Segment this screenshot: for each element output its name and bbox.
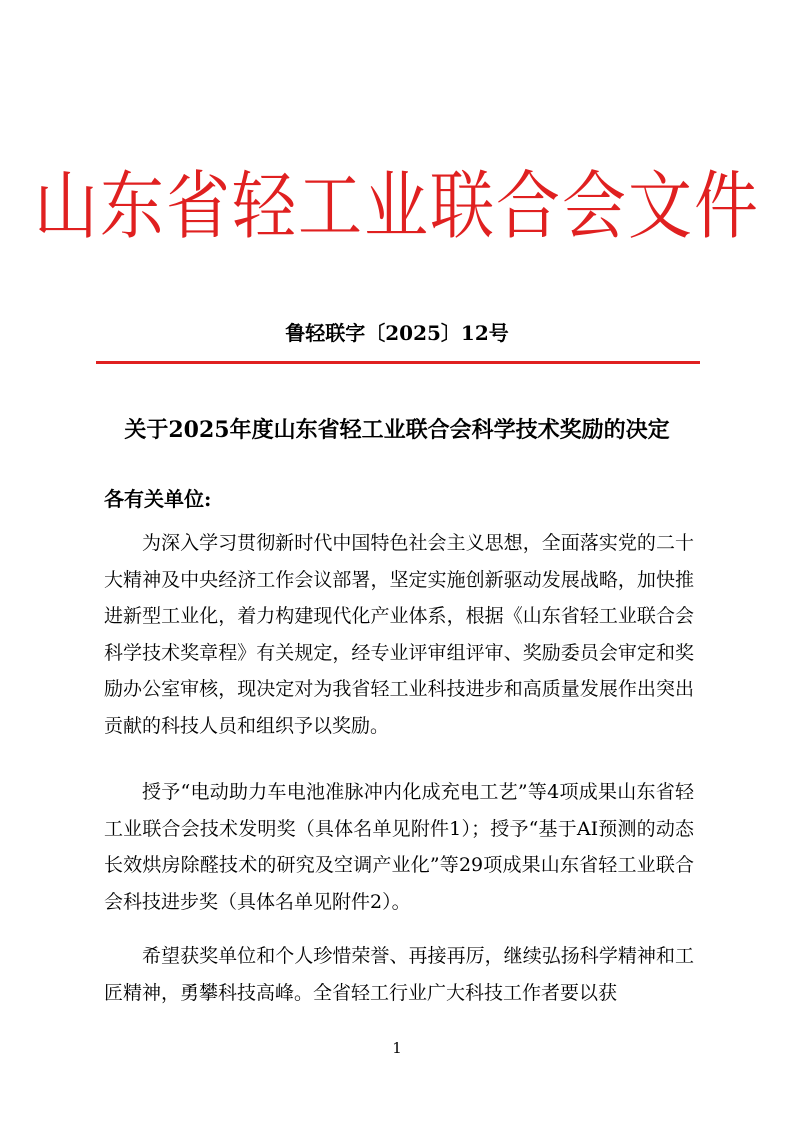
body-paragraph: 希望获奖单位和个人珍惜荣誉、再接再厉，继续弘扬科学精神和工匠精神，勇攀科技高峰。全省轻工行业广大科技工作者要以获 (104, 945, 694, 1004)
body-paragraph: 为深入学习贯彻新时代中国特色社会主义思想，全面落实党的二十大精神及中央经济工作会议部署，坚定实施创新驱动发展战略，加快推进新型工业化，着力构建现代化产业体系，根据《山东省轻工业联合会科学技术奖章程》有关规定，经专业评审组评审、奖励委员会审定和奖励办公室审核，现决定对为我省轻工业科技进步和高质量发展作出突出贡献的科技人员和组织予以奖励。 (104, 532, 694, 737)
document-header-title: 山东省轻工业联合会文件 (34, 164, 760, 251)
red-divider-line (96, 361, 700, 364)
document-number: 鲁轻联字〔2025〕12号 (285, 321, 509, 345)
decision-title: 关于2025年度山东省轻工业联合会科学技术奖励的决定 (124, 417, 670, 443)
page-number: 1 (392, 1039, 402, 1057)
body-paragraph: 授予“电动助力车电池准脉冲内化成充电工艺”等4项成果山东省轻工业联合会技术发明奖（具体名单见附件1）；授予“基于AI预测的动态长效烘房除醛技术的研究及空调产业化”等29项成果山东省轻工业联合会科技进步奖（具体名单见附件2）。 (104, 781, 694, 913)
salutation: 各有关单位: (104, 487, 212, 511)
